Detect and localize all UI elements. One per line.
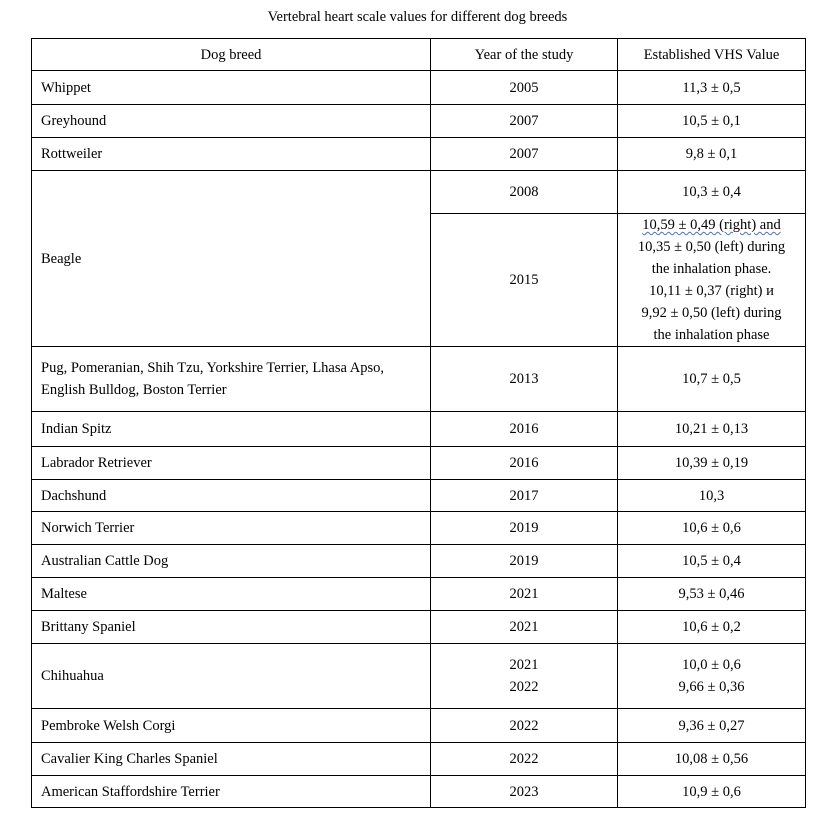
table-row [32,71,806,105]
vhs-line: the inhalation phase. [651,261,772,277]
breed-cell: Maltese [32,578,431,611]
table-row [32,138,806,171]
year-cell: 2016 [431,447,618,480]
header-row [32,39,806,71]
vhs-cell: 10,21 ± 0,13 [618,412,806,447]
breed-cell: Labrador Retriever [32,447,431,480]
breed-cell: Pug, Pomeranian, Shih Tzu, Yorkshire Terrier, Lhasa Apso, English Bulldog, Boston Terrier [32,347,431,412]
vhs-cell: 10,08 ± 0,56 [618,743,806,776]
breed-cell: Whippet [32,71,431,105]
year-cell: 2017 [431,480,618,512]
breed-cell: Dachshund [32,480,431,512]
year-cell: 2022 [431,743,618,776]
year-cell: 2007 [431,105,618,138]
table-row [32,447,806,480]
year-cell: 2021 [431,611,618,644]
vhs-cell: 10,3 [618,480,806,512]
vhs-line: 10,59 ± 0,49 (right) and [642,217,781,233]
vhs-cell-multiline [618,644,806,709]
year-cell-multiline [431,644,618,709]
year-cell: 2015 [431,214,618,347]
header-vhs: Established VHS Value [618,39,806,71]
year-cell: 2019 [431,512,618,545]
vhs-cell: 9,53 ± 0,46 [618,578,806,611]
breed-cell: Greyhound [32,105,431,138]
breed-cell: Cavalier King Charles Spaniel [32,743,431,776]
year-line: 2022 [509,679,539,695]
table-row [32,105,806,138]
table-row [32,512,806,545]
table-row [32,347,806,412]
breed-cell: Norwich Terrier [32,512,431,545]
vhs-cell-multiline [618,214,806,347]
breed-cell: Rottweiler [32,138,431,171]
breed-cell: Australian Cattle Dog [32,545,431,578]
vhs-cell: 10,6 ± 0,6 [618,512,806,545]
breed-cell: Pembroke Welsh Corgi [32,709,431,743]
table-row [32,611,806,644]
table-row [32,709,806,743]
year-cell: 2007 [431,138,618,171]
vhs-cell: 11,3 ± 0,5 [618,71,806,105]
vhs-line: the inhalation phase [653,327,770,343]
year-cell: 2005 [431,71,618,105]
table-row [32,644,806,709]
breed-cell: Brittany Spaniel [32,611,431,644]
year-cell: 2022 [431,709,618,743]
breed-cell: American Staffordshire Terrier [32,776,431,808]
table-row [32,545,806,578]
vhs-cell: 9,36 ± 0,27 [618,709,806,743]
vhs-cell: 9,8 ± 0,1 [618,138,806,171]
vhs-table [31,38,806,808]
table-row [32,578,806,611]
vhs-cell: 10,7 ± 0,5 [618,347,806,412]
vhs-cell: 10,9 ± 0,6 [618,776,806,808]
table-row [32,171,806,214]
table-row [32,743,806,776]
table-row [32,412,806,447]
vhs-cell: 10,39 ± 0,19 [618,447,806,480]
header-dog-breed: Dog breed [32,39,431,71]
header-year: Year of the study [431,39,618,71]
vhs-cell: 10,5 ± 0,1 [618,105,806,138]
vhs-line: 9,92 ± 0,50 (left) during [641,305,782,321]
breed-cell: Chihuahua [32,644,431,709]
table-row [32,480,806,512]
breed-cell: Indian Spitz [32,412,431,447]
year-cell: 2021 [431,578,618,611]
year-cell: 2019 [431,545,618,578]
vhs-cell: 10,3 ± 0,4 [618,171,806,214]
year-cell: 2016 [431,412,618,447]
vhs-line: 10,11 ± 0,37 (right) и [649,283,774,299]
vhs-line: 10,35 ± 0,50 (left) during [637,239,786,255]
year-cell: 2023 [431,776,618,808]
year-cell: 2013 [431,347,618,412]
year-line: 2021 [509,657,539,673]
vhs-line: 9,66 ± 0,36 [678,679,745,695]
vhs-line: 10,0 ± 0,6 [682,657,741,673]
vhs-cell: 10,6 ± 0,2 [618,611,806,644]
breed-cell: Beagle [32,171,431,347]
table-row [32,776,806,808]
year-cell: 2008 [431,171,618,214]
vhs-cell: 10,5 ± 0,4 [618,545,806,578]
table-caption: Vertebral heart scale values for different dog breeds [267,9,568,25]
